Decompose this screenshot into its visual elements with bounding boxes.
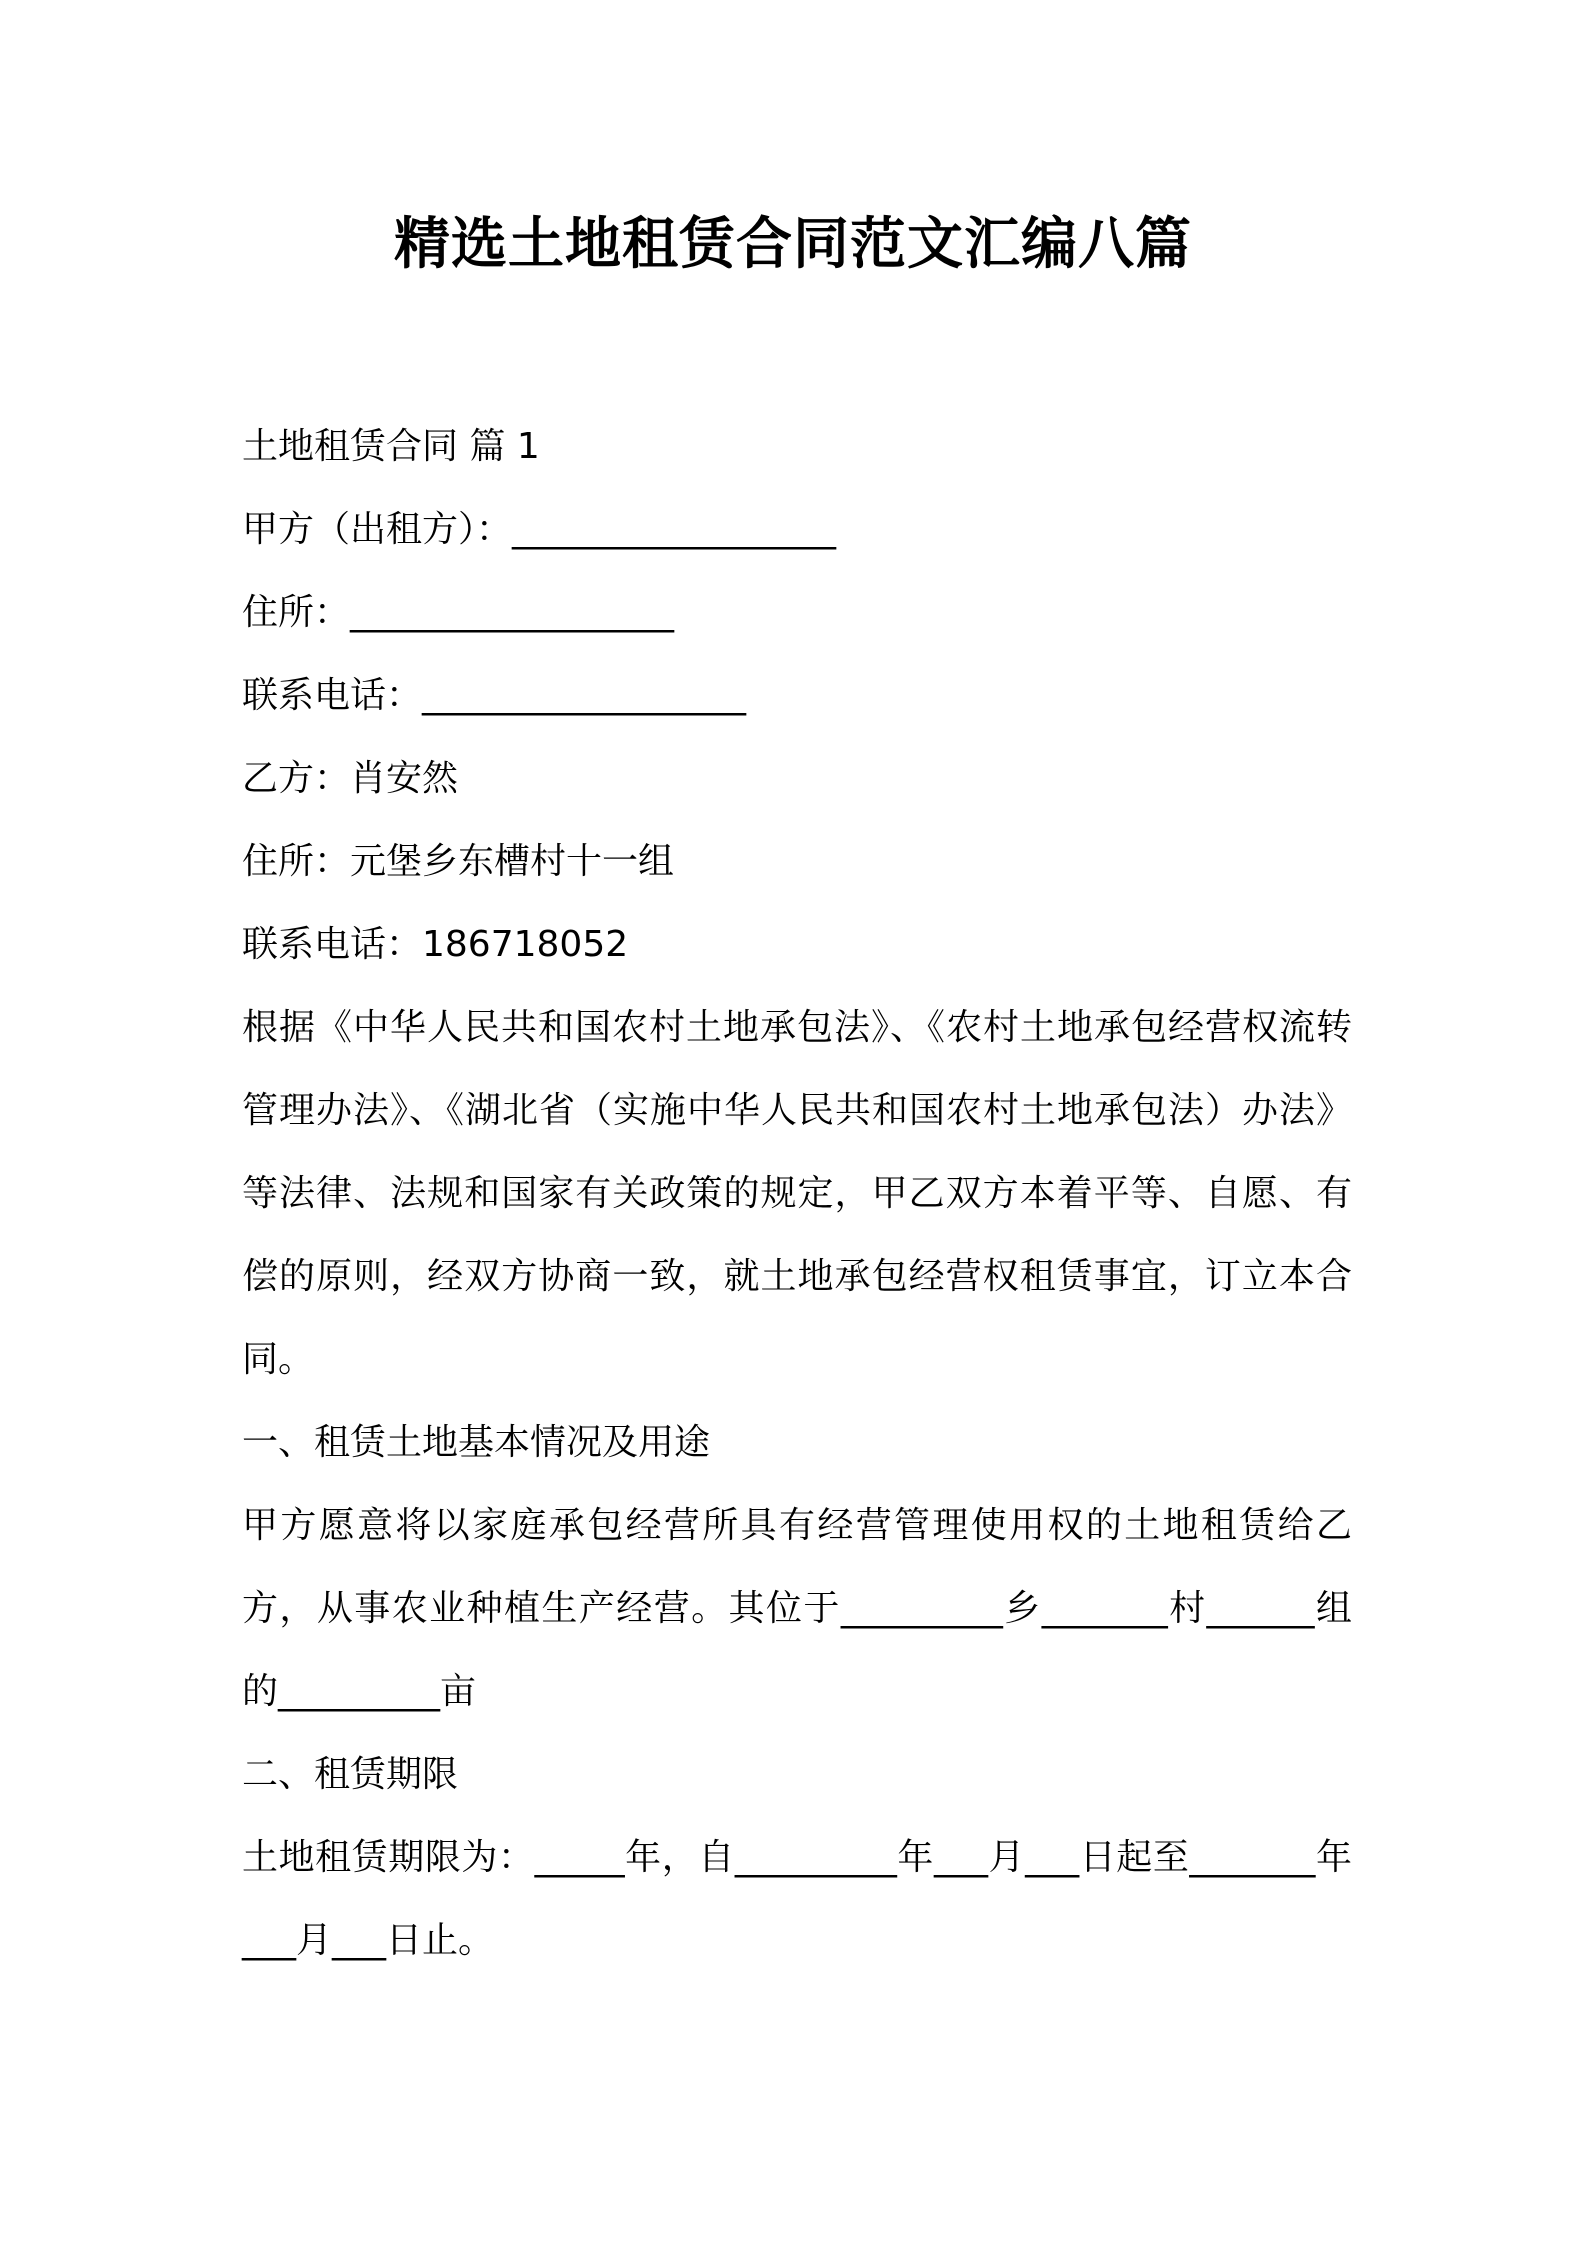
preamble-paragraph: 根据《中华人民共和国农村土地承包法》、《农村土地承包经营权流转管理办法》、《湖北省（实施中华人民共和国农村土地承包法）办法》等法律、法规和国家有关政策的规定，甲乙双方本着平等、自愿、有偿的原则，经双方协商一致，就土地承包经营权租赁事宜，订立本合同。 [242, 1007, 1352, 1380]
party-b-line: 乙方：肖安然 [242, 758, 459, 799]
party-a-address-line: 住所：__________________ [242, 592, 675, 633]
clause-1-heading: 一、租赁土地基本情况及用途 [242, 1422, 711, 1463]
clause-2-heading: 二、租赁期限 [242, 1754, 459, 1795]
document-title: 精选土地租赁合同范文汇编八篇 [394, 212, 1192, 277]
party-a-phone-line: 联系电话：__________________ [242, 675, 747, 716]
section-heading: 土地租赁合同 篇 1 [242, 426, 540, 467]
document-body [242, 405, 1352, 1982]
party-b-phone-line: 联系电话：186718052 [242, 924, 629, 965]
party-b-address-line: 住所：元堡乡东槽村十一组 [242, 841, 675, 882]
clause-1-paragraph: 甲方愿意将以家庭承包经营所具有经营管理使用权的土地租赁给乙方，从事农业种植生产经营。其位于_________乡_______村______组的_________亩 [242, 1505, 1352, 1712]
clause-2-paragraph: 土地租赁期限为：_____年，自_________年___月___日起至_______年___月___日止。 [242, 1837, 1352, 1961]
party-a-line: 甲方（出租方）：__________________ [242, 509, 837, 550]
